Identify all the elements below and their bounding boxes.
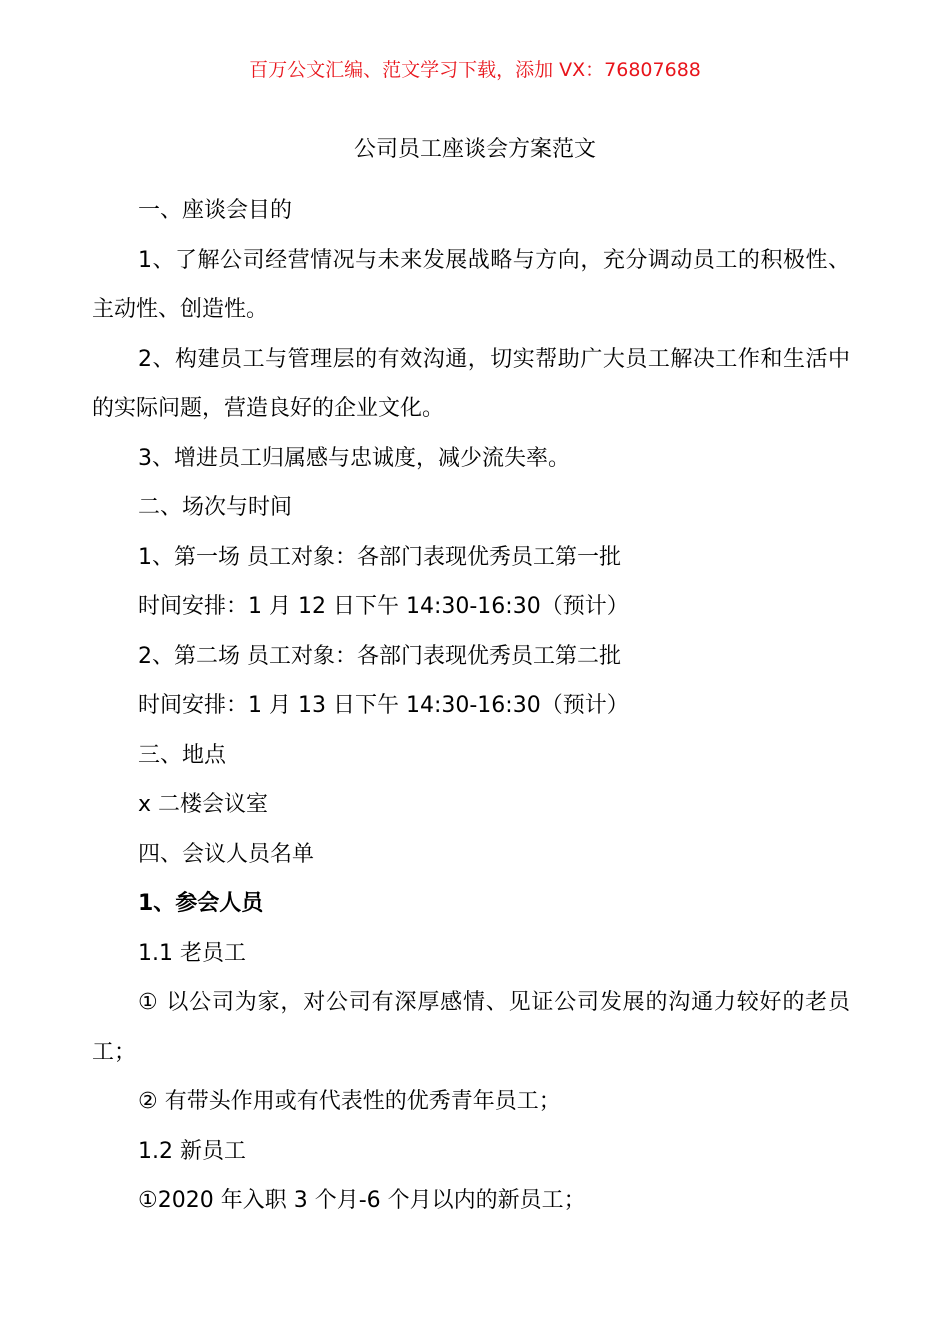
session-2-audience: 2、第二场 员工对象：各部门表现优秀员工第二批 — [138, 643, 621, 669]
document-title: 公司员工座谈会方案范文 — [353, 137, 596, 162]
senior-staff-item-2: ② 有带头作用或有代表性的优秀青年员工； — [138, 1089, 561, 1114]
subheading-new-staff: 1.2 新员工 — [138, 1138, 246, 1164]
new-staff-item-1: ①2020 年入职 3 个月-6 个月以内的新员工； — [138, 1188, 586, 1213]
section-heading-sessions: 二、场次与时间 — [138, 495, 293, 520]
section-heading-attendees: 四、会议人员名单 — [138, 841, 315, 867]
session-1-audience: 1、第一场 员工对象：各部门表现优秀员工第一批 — [138, 544, 621, 570]
session-2-time: 时间安排：1 月 13 日下午 14:30-16:30（预计） — [138, 693, 629, 718]
subheading-participants: 1、参会人员 — [138, 891, 264, 916]
section-heading-purpose: 一、座谈会目的 — [138, 198, 293, 223]
subheading-senior-staff: 1.1 老员工 — [138, 940, 246, 966]
purpose-item-3: 3、增进员工归属感与忠诚度，减少流失率。 — [138, 445, 570, 471]
promo-banner: 百万公文汇编、范文学习下载，添加 VX：76807688 — [249, 59, 701, 81]
session-1-time: 时间安排：1 月 12 日下午 14:30-16:30（预计） — [138, 594, 629, 619]
location-text: x 二楼会议室 — [138, 792, 269, 817]
purpose-item-2: 2、构建员工与管理层的有效沟通，切实帮助广大员工解决工作和生活中的实际问题，营造良好的企业文化。 — [92, 346, 850, 421]
senior-staff-item-1: ① 以公司为家，对公司有深厚感情、见证公司发展的沟通力较好的老员工； — [92, 990, 850, 1065]
document-body — [92, 186, 850, 1226]
section-heading-location: 三、地点 — [138, 742, 227, 768]
purpose-item-1: 1、了解公司经营情况与未来发展战略与方向，充分调动员工的积极性、主动性、创造性。 — [92, 247, 850, 322]
